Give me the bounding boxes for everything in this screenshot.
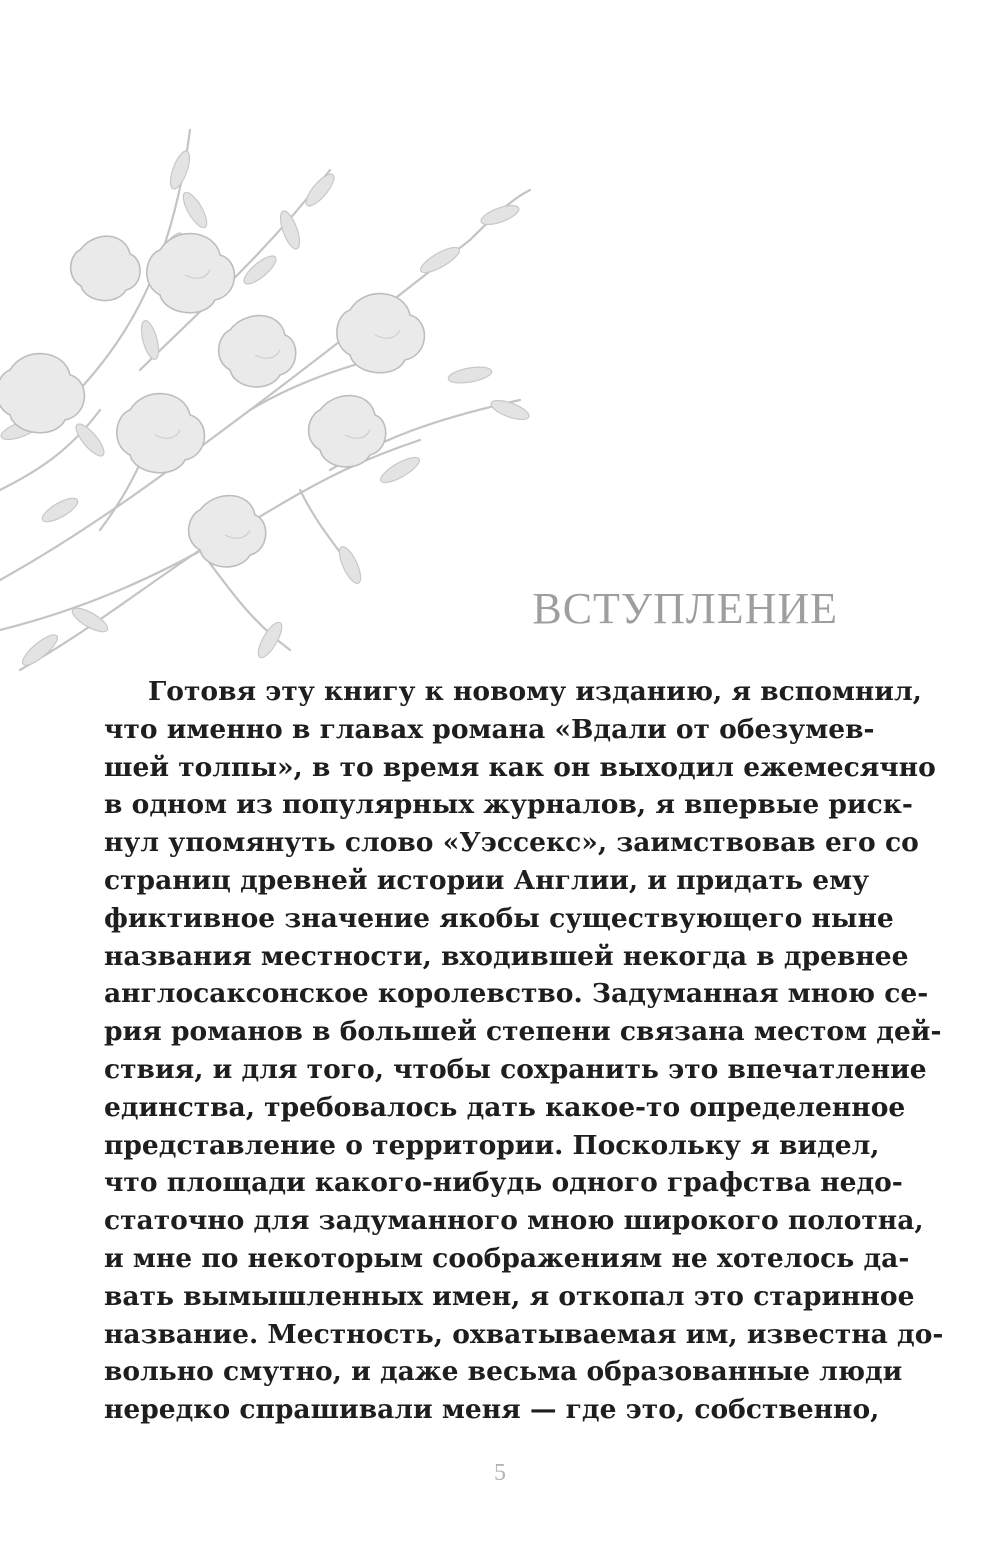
text-line: страниц древней истории Англии, и придать ему xyxy=(104,864,870,896)
text-line: шей толпы», в то время как он выходил ежемесячно xyxy=(104,751,936,783)
text-line: нередко спрашивали меня — где это, собственно, xyxy=(104,1394,880,1426)
floral-branch-illustration xyxy=(0,110,560,690)
text-line: вать вымышленных имен, я откопал это старинное xyxy=(104,1280,915,1312)
text-line: статочно для задуманного мною широкого полотна, xyxy=(104,1205,924,1237)
text-line: фиктивное значение якобы существующего ныне xyxy=(104,902,894,934)
text-line: англосаксонское королевство. Задуманная мною се- xyxy=(104,978,929,1010)
chapter-title: ВСТУПЛЕНИЕ xyxy=(532,584,838,633)
text-line: в одном из популярных журналов, я впервые риск- xyxy=(104,789,913,821)
text-line: единства, требовалось дать какое-то определенное xyxy=(104,1091,906,1123)
body-text xyxy=(104,673,944,1429)
text-line: нул упомянуть слово «Уэссекс», заимствовав его со xyxy=(104,827,919,859)
text-line: рия романов в большей степени связана местом дей- xyxy=(104,1016,942,1048)
text-line: представление о территории. Поскольку я видел, xyxy=(104,1129,880,1161)
text-line: что именно в главах романа «Вдали от обезумев- xyxy=(104,713,875,745)
text-line: вольно смутно, и даже весьма образованные люди xyxy=(104,1356,903,1388)
text-line: что площади какого-нибудь одного графства недо- xyxy=(104,1167,903,1199)
text-line: название. Местность, охватываемая им, известна до- xyxy=(104,1318,944,1350)
text-line: и мне по некоторым соображениям не хотелось да- xyxy=(104,1242,910,1274)
text-line: ствия, и для того, чтобы сохранить это впечатление xyxy=(104,1053,927,1085)
text-line: названия местности, входившей некогда в древнее xyxy=(104,940,909,972)
text-line: Готовя эту книгу к новому изданию, я вспомнил, xyxy=(148,676,922,707)
page-number: 5 xyxy=(494,1460,506,1486)
